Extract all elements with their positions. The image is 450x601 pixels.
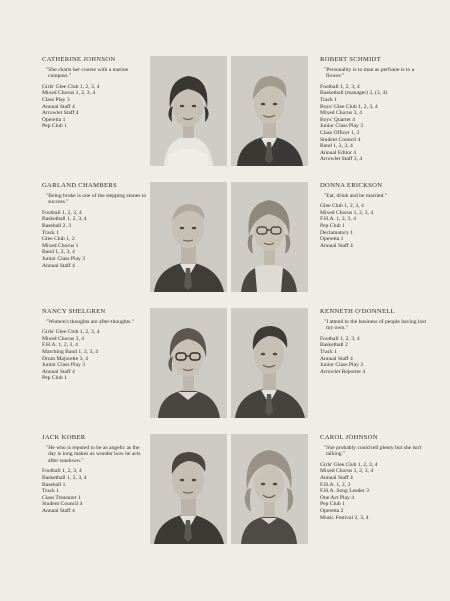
activity-item: Mixed Chorus 1 bbox=[42, 242, 79, 249]
activity-item: Mixed Chorus 1, 2, 3, 4 bbox=[320, 209, 374, 216]
portrait-photo-kenneth-odonnell bbox=[231, 308, 308, 418]
activity-item: Mixed Chorus 1, 2, 3, 4 bbox=[320, 468, 374, 475]
activity-item: F.H.A. 1, 2, 3, 4 bbox=[42, 342, 78, 349]
activity-item: F.H.A. 1, 2, 3 bbox=[320, 481, 351, 488]
student-quote: "She charts her course with a marine compass." bbox=[46, 66, 129, 80]
activity-item: Pep Club 1 bbox=[42, 375, 67, 382]
activity-item: Girls' Glee Club 1, 2, 3, 4 bbox=[42, 83, 100, 90]
activity-item: Girls' Glee Club 1, 2, 3, 4 bbox=[320, 461, 378, 468]
activity-item: Football 1, 2, 3, 4 bbox=[42, 209, 82, 216]
student-name: DONNA ERICKSON bbox=[320, 182, 383, 189]
portrait-photo-catherine-johnson bbox=[150, 56, 227, 166]
activity-item: Pep Club 1 bbox=[42, 123, 67, 130]
activity-item: Annual Editor 4 bbox=[320, 149, 357, 156]
activity-item: Junior Class Play 3 bbox=[320, 123, 364, 130]
activity-item: Annual Staff 4 bbox=[320, 474, 353, 481]
activity-item: Class Play 3 bbox=[42, 96, 70, 103]
activity-item: Junior Class Play 3 bbox=[320, 362, 364, 369]
activity-item: Declamatory 1 bbox=[320, 229, 354, 236]
activity-list bbox=[320, 336, 432, 376]
activity-item: Drum Majorette 3, 4 bbox=[42, 355, 88, 362]
activity-item: Annual Staff 4 bbox=[42, 507, 75, 514]
student-entry-kenneth-odonnell bbox=[320, 309, 432, 375]
activity-item: Arrowlet Staff 3, 4 bbox=[320, 156, 363, 163]
student-name: ROBERT SCHMIDT bbox=[320, 56, 382, 63]
activity-item: Band 1, 2, 3, 4 bbox=[320, 143, 353, 150]
activity-list bbox=[320, 84, 432, 163]
portrait-photo-garland-chambers bbox=[150, 182, 227, 292]
portrait-photo-nancy-shelgren bbox=[150, 308, 227, 418]
activity-list bbox=[42, 210, 147, 269]
student-entry-carol-johnson bbox=[320, 435, 432, 521]
activity-item: Pep Club 1 bbox=[320, 501, 345, 508]
activity-item: Annual Staff 4 bbox=[42, 368, 75, 375]
activity-list bbox=[42, 329, 147, 382]
activity-item: Basketball 1, 2, 3, 4 bbox=[42, 216, 87, 223]
activity-item: Annual Staff 4 bbox=[320, 242, 353, 249]
activity-item: Boys' Quartet 4 bbox=[320, 116, 355, 123]
activity-item: Annual Staff 4 bbox=[42, 103, 75, 110]
activity-item: Student Council 4 bbox=[320, 136, 361, 143]
student-entry-jack-kober bbox=[42, 435, 147, 515]
activity-item: Glee Club 1, 2, 3, 4 bbox=[320, 203, 364, 210]
activity-item: Football 1, 2, 3, 4 bbox=[320, 83, 360, 90]
student-name: KENNETH O'DONNELL bbox=[320, 308, 395, 315]
student-name: JACK KOBER bbox=[42, 434, 86, 441]
activity-item: Music Festival 2, 3, 4 bbox=[320, 514, 369, 521]
activity-item: Mixed Chorus 1, 2, 3, 4 bbox=[42, 90, 96, 97]
activity-item: Operetta 2 bbox=[320, 507, 344, 514]
student-name: CATHERINE JOHNSON bbox=[42, 56, 116, 63]
activity-list bbox=[42, 84, 147, 130]
activity-list bbox=[42, 468, 147, 514]
activity-list bbox=[320, 462, 432, 521]
student-quote: "I attend to the business of people having lost my own." bbox=[324, 318, 427, 332]
student-entry-catherine-johnson bbox=[42, 57, 147, 130]
activity-item: Pep Club 1 bbox=[320, 222, 345, 229]
activity-item: One Act Play 4 bbox=[320, 494, 355, 501]
activity-item: Annual Staff 4 bbox=[42, 262, 75, 269]
activity-item: Annual Staff 4 bbox=[320, 355, 353, 362]
student-name: GARLAND CHAMBERS bbox=[42, 182, 117, 189]
activity-item: Baseball 2, 3 bbox=[42, 222, 72, 229]
activity-item: Operetta 1 bbox=[320, 236, 344, 243]
activity-item: Operetta 1 bbox=[42, 116, 66, 123]
portrait-photo-jack-kober bbox=[150, 434, 227, 544]
activity-item: Arrowlet Reporter 4 bbox=[320, 368, 366, 375]
portrait-photo-donna-erickson bbox=[231, 182, 308, 292]
activity-item: Basketball 1, 2, 3, 4 bbox=[42, 474, 87, 481]
student-quote: "He who is reputed to be as angelic as the day is long makes us wonder how he acts after sundown." bbox=[46, 444, 141, 464]
activity-item: Class Officer 1, 3 bbox=[320, 129, 360, 136]
activity-item: Band 1, 2, 3, 4 bbox=[42, 249, 75, 256]
activity-item: Arrowlet Staff 4 bbox=[42, 110, 79, 117]
student-name: CAROL JOHNSON bbox=[320, 434, 378, 441]
activity-item: F.H.A. Song Leader 3 bbox=[320, 488, 369, 495]
activity-item: Football 1, 2, 3, 4 bbox=[42, 468, 82, 475]
student-entry-garland-chambers bbox=[42, 183, 147, 269]
portrait-photo-robert-schmidt bbox=[231, 56, 308, 166]
activity-item: Basketball (manager) 2, (3, 4) bbox=[320, 90, 388, 97]
activity-item: Junior Class Play 3 bbox=[42, 362, 86, 369]
student-quote: "Personality is to man as perfume is to a flower." bbox=[324, 66, 415, 80]
activity-list bbox=[320, 203, 432, 249]
activity-item: Class Treasurer 1 bbox=[42, 494, 81, 501]
activity-item: Track 1 bbox=[42, 229, 60, 236]
student-quote: "Being broke is one of the stepping stones to success." bbox=[46, 192, 147, 206]
activity-item: Basketball 2 bbox=[320, 342, 348, 349]
activity-item: Track 1 bbox=[42, 488, 60, 495]
portrait-photo-carol-johnson bbox=[231, 434, 308, 544]
activity-item: Student Council 4 bbox=[42, 501, 83, 508]
activity-item: Mixed Chorus 3, 4 bbox=[42, 335, 84, 342]
student-entry-donna-erickson bbox=[320, 183, 432, 249]
student-entry-robert-schmidt bbox=[320, 57, 432, 163]
student-quote: "Women's thoughts are after-thoughts." bbox=[46, 318, 134, 325]
activity-item: Mixed Chorus 3, 4 bbox=[320, 110, 362, 117]
activity-item: Track 1 bbox=[320, 96, 338, 103]
student-quote: "She probably could tell plenty but she isn't talking." bbox=[324, 444, 422, 458]
activity-item: Baseball 1 bbox=[42, 481, 66, 488]
activity-item: Girls' Glee Club 1, 2, 3, 4 bbox=[42, 329, 100, 336]
student-name: NANCY SHELGREN bbox=[42, 308, 106, 315]
student-quote: "Eat, drink and be married." bbox=[324, 192, 387, 199]
activity-item: Track 1 bbox=[320, 348, 338, 355]
student-entry-nancy-shelgren bbox=[42, 309, 147, 382]
activity-item: F.H.A. 1, 2, 3, 4 bbox=[320, 216, 356, 223]
activity-item: Marching Band 1, 2, 3, 4 bbox=[42, 348, 98, 355]
activity-item: Football 1, 2, 3, 4 bbox=[320, 335, 360, 342]
activity-item: Junior Class Play 3 bbox=[42, 255, 86, 262]
activity-item: Glee Club 1, 2 bbox=[42, 236, 75, 243]
activity-item: Boys' Glee Club 1, 2, 3, 4 bbox=[320, 103, 378, 110]
